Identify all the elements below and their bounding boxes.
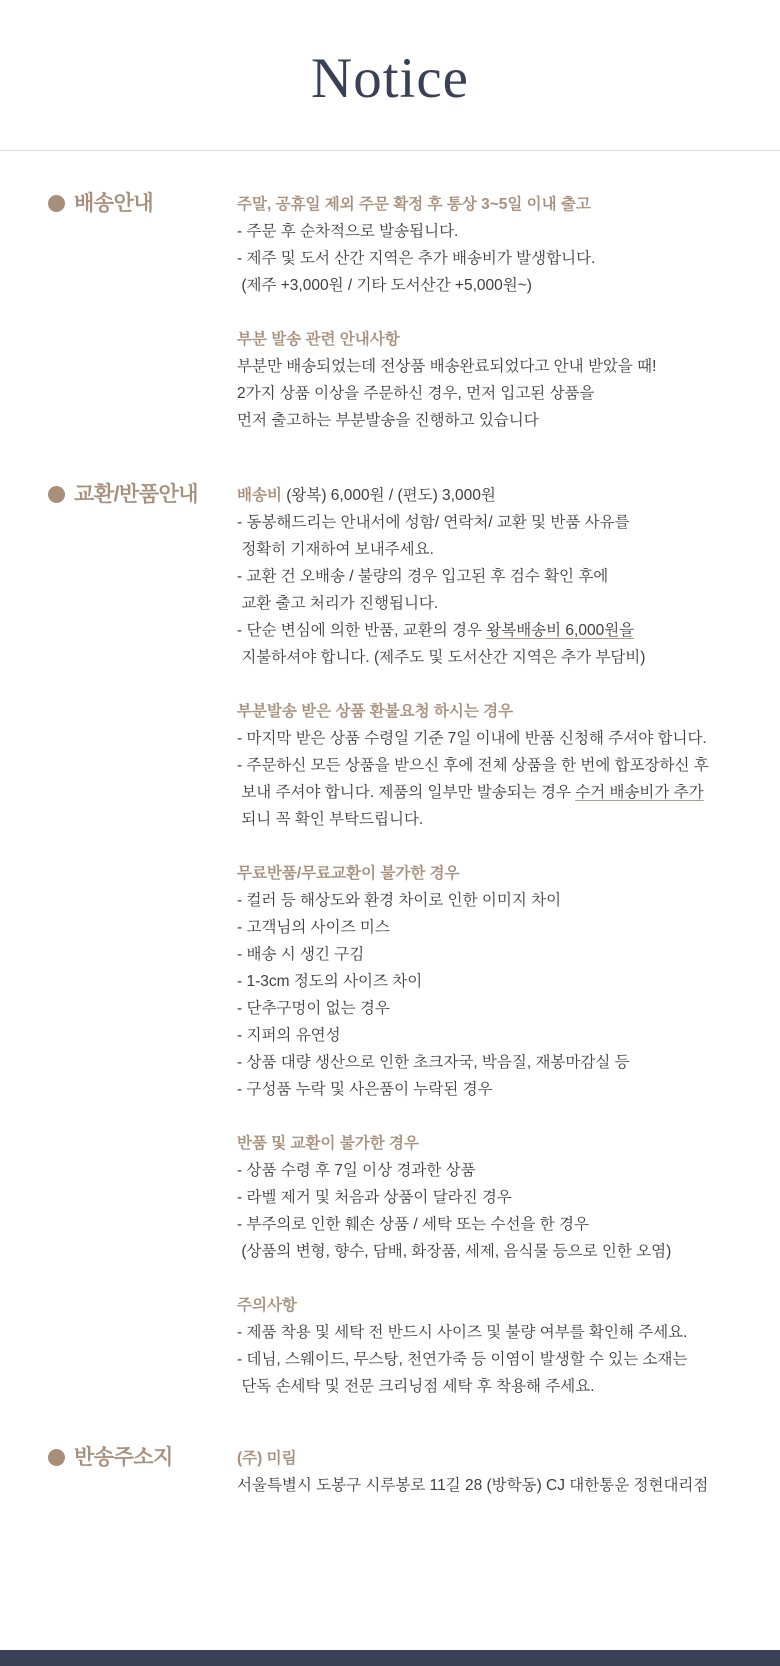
page-title: Notice [311, 47, 469, 110]
block-heading: 부분발송 받은 상품 환불요청 하시는 경우 [237, 703, 514, 720]
text-line: 되니 꼭 확인 부탁드립니다. [237, 811, 424, 828]
text-line: 지불하셔야 합니다. (제주도 및 도서산간 지역은 추가 부담비) [237, 649, 646, 666]
block-heading: 부분 발송 관련 안내사항 [237, 331, 400, 348]
text-line: 정확히 기재하여 보내주세요. [237, 541, 434, 558]
section-shipping-label [0, 191, 237, 216]
bullet-icon [48, 486, 65, 503]
block-heading: 주의사항 [237, 1297, 297, 1314]
section-exchange-return [0, 482, 780, 1400]
section-label-text: 교환/반품안내 [74, 483, 199, 506]
text-line: - 상품 대량 생산으로 인한 초크자국, 박음질, 재봉마감실 등 [237, 1054, 630, 1071]
rich-line-pre: - 단순 변심에 의한 반품, 교환의 경우 [237, 622, 487, 639]
text-line: 교환 출고 처리가 진행됩니다. [237, 595, 439, 612]
block-partial-refund [237, 698, 744, 833]
text-lines [237, 1319, 744, 1400]
text-line: - 주문 후 순차적으로 발송됩니다. [237, 223, 459, 240]
text-line: - 제주 및 도서 산간 지역은 추가 배송비가 발생합니다. [237, 250, 596, 267]
text-line: - 교환 건 오배송 / 불량의 경우 입고된 후 검수 확인 후에 [237, 568, 609, 585]
section-exchange-label [0, 482, 237, 507]
text-line: - 마지막 받은 상품 수령일 기준 7일 이내에 반품 신청해 주셔야 합니다. [237, 730, 707, 747]
text-line: - 배송 시 생긴 구김 [237, 946, 365, 963]
text-line: - 지퍼의 유연성 [237, 1027, 341, 1044]
text-line: - 단추구멍이 없는 경우 [237, 1000, 390, 1017]
block-heading-line [237, 482, 744, 509]
rich-line-pre: 보내 주셔야 합니다. 제품의 일부만 발송되는 경우 [237, 784, 576, 801]
section-exchange-content [237, 482, 780, 1400]
text-lines [237, 353, 744, 434]
block-heading: 반품 및 교환이 불가한 경우 [237, 1135, 419, 1152]
text-line: - 컬러 등 해상도와 환경 차이로 인한 이미지 차이 [237, 892, 562, 909]
section-shipping [0, 191, 780, 434]
block-shipping-schedule [237, 191, 744, 299]
text-lines [237, 725, 744, 779]
text-line: 단독 손세탁 및 전문 크리닝점 세탁 후 착용해 주세요. [237, 1378, 595, 1395]
block-heading: 주말, 공휴일 제외 주문 확정 후 통상 3~5일 이내 출고 [237, 196, 591, 213]
underlined-text: 왕복배송비 6,000원을 [486, 622, 635, 639]
text-line [237, 617, 744, 644]
section-return-address-label [0, 1445, 237, 1470]
text-lines [237, 1157, 744, 1265]
section-label-text: 반송주소지 [74, 1446, 173, 1469]
text-line: 부분만 배송되었는데 전상품 배송완료되었다고 안내 받았을 때! [237, 358, 657, 375]
fee-heading-rest: (왕복) 6,000원 / (편도) 3,000원 [281, 487, 496, 504]
text-lines [237, 1472, 744, 1499]
block-no-free-return [237, 860, 744, 1103]
block-no-return [237, 1130, 744, 1265]
text-line [237, 779, 744, 806]
text-line: - 제품 착용 및 세탁 전 반드시 사이즈 및 불량 여부를 확인해 주세요. [237, 1324, 688, 1341]
text-line: 2가지 상품 이상을 주문하신 경우, 먼저 입고된 상품을 [237, 385, 595, 402]
title-divider [0, 150, 780, 151]
text-line: - 상품 수령 후 7일 이상 경과한 상품 [237, 1162, 476, 1179]
section-label-text: 배송안내 [74, 192, 154, 215]
block-return-company [237, 1445, 744, 1499]
text-lines [237, 509, 744, 617]
text-line: - 동봉해드리는 안내서에 성함/ 연락처/ 교환 및 반품 사유를 [237, 514, 630, 531]
block-heading: (주) 미림 [237, 1450, 297, 1467]
footer-bar [0, 1650, 780, 1666]
text-lines [237, 644, 744, 671]
text-line: - 구성품 누락 및 사은품이 누락된 경우 [237, 1081, 493, 1098]
text-line: - 데님, 스웨이드, 무스탕, 천연가죽 등 이염이 발생할 수 있는 소재는 [237, 1351, 688, 1368]
text-line: - 부주의로 인한 훼손 상품 / 세탁 또는 수선을 한 경우 [237, 1216, 589, 1233]
block-caution [237, 1292, 744, 1400]
bullet-icon [48, 1449, 65, 1466]
text-line: 먼저 출고하는 부분발송을 진행하고 있습니다 [237, 412, 539, 429]
text-line: 서울특별시 도봉구 시루봉로 11길 28 (방학동) CJ 대한통운 정현대리점 [237, 1477, 709, 1494]
block-heading: 무료반품/무료교환이 불가한 경우 [237, 865, 460, 882]
text-lines [237, 887, 744, 1103]
text-line: (상품의 변형, 향수, 담배, 화장품, 세제, 음식물 등으로 인한 오염) [237, 1243, 672, 1260]
block-partial-shipping [237, 326, 744, 434]
text-lines [237, 218, 744, 299]
bullet-icon [48, 195, 65, 212]
section-shipping-content [237, 191, 780, 434]
fee-heading-accent: 배송비 [237, 487, 282, 504]
text-line: - 1-3cm 정도의 사이즈 차이 [237, 973, 423, 990]
underlined-text: 수거 배송비가 추가 [575, 784, 704, 801]
text-line: - 라벨 제거 및 처음과 상품이 달라진 경우 [237, 1189, 512, 1206]
text-lines [237, 806, 744, 833]
text-line: (제주 +3,000원 / 기타 도서산간 +5,000원~) [237, 277, 532, 294]
text-line: - 주문하신 모든 상품을 받으신 후에 전체 상품을 한 번에 합포장하신 후 [237, 757, 709, 774]
block-shipping-fee [237, 482, 744, 671]
section-return-address [0, 1445, 780, 1499]
text-line: - 고객님의 사이즈 미스 [237, 919, 390, 936]
section-return-address-content [237, 1445, 780, 1499]
